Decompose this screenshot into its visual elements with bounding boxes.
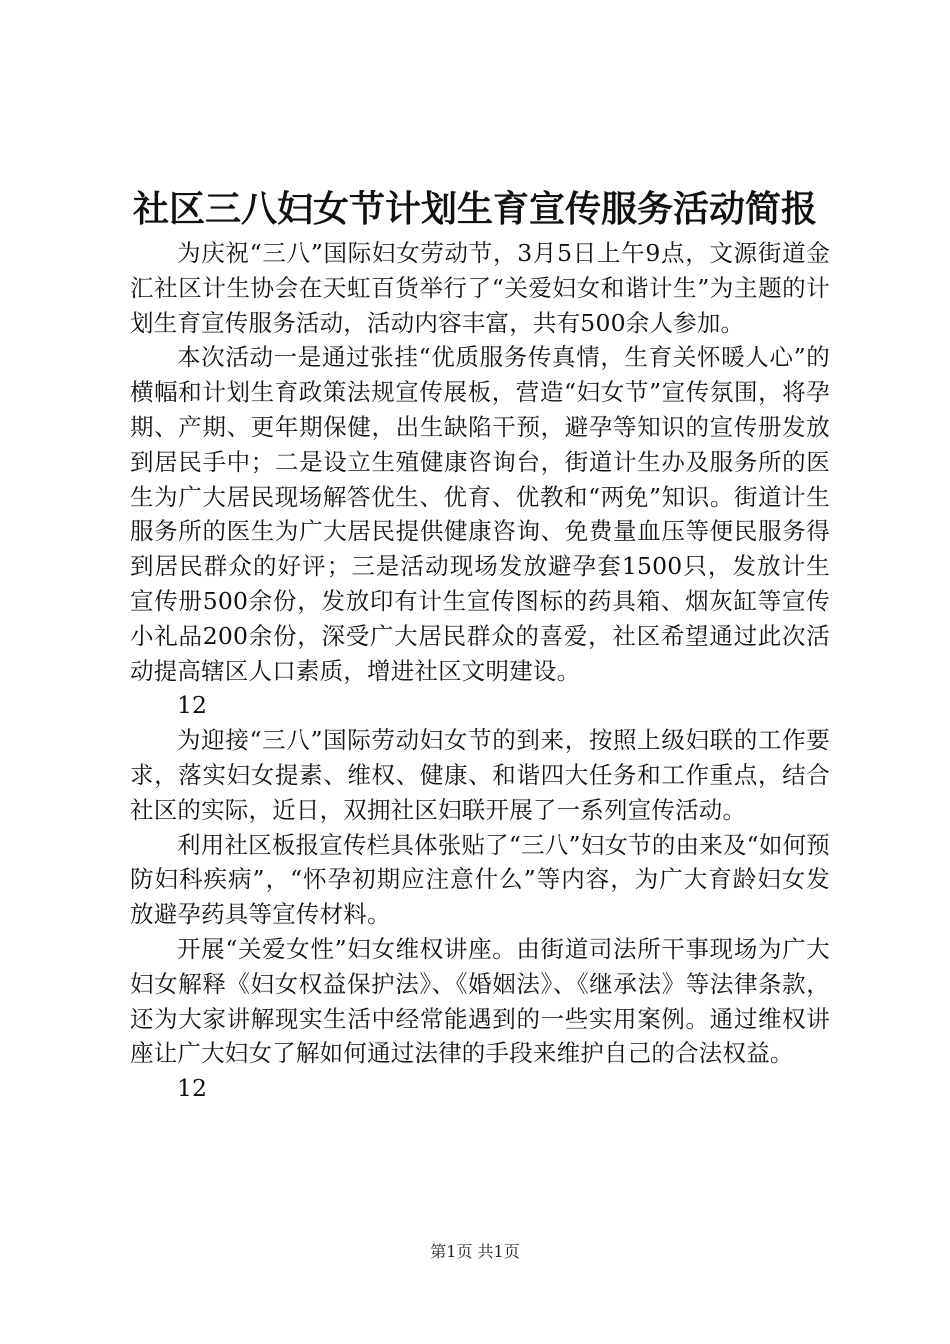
page-footer: 第1页 共1页 xyxy=(430,1242,520,1261)
paragraph-lecture: 开展“关爱女性”妇女维权讲座。由街道司法所干事现场为广大妇女解释《妇女权益保护法》、《婚姻法》、《继承法》等法律条款，还为大家讲解现实生活中经常能遇到的一些实用案例。通过维权讲座让广大妇女了解如何通过法律的手段来维护自己的合法权益。 xyxy=(130,934,830,1068)
paragraph-welcome: 为迎接“三八”国际劳动妇女节的到来，按照上级妇联的工作要求，落实妇女提素、维权、健康、和谐四大任务和工作重点，结合社区的实际，近日，双拥社区妇联开展了一系列宣传活动。 xyxy=(130,726,830,824)
paragraph-activities: 本次活动一是通过张挂“优质服务传真情，生育关怀暖人心”的横幅和计划生育政策法规宣传展板，营造“妇女节”宣传氛围，将孕期、产期、更年期保健，出生缺陷干预，避孕等知识的宣传册发放到居民手中；二是设立生殖健康咨询台，街道计生办及服务所的医生为广大居民现场解答优生、优育、优教和“两免”知识。街道计生服务所的医生为广大居民提供健康咨询、免费量血压等便民服务得到居民群众的好评；三是活动现场发放避孕套1500只，发放计生宣传册500余份，发放印有计生宣传图标的药具箱、烟灰缸等宣传小礼品200余份，深受广大居民群众的喜爱，社区希望通过此次活动提高辖区人口素质，增进社区文明建设。 xyxy=(130,343,830,685)
page-number-marker: 12 xyxy=(177,691,207,720)
page-number-marker: 12 xyxy=(177,1074,207,1103)
paragraph-intro: 为庆祝“三八”国际妇女劳动节，3月5日上午9点，文源街道金汇社区计生协会在天虹百货举行了“关爱妇女和谐计生”为主题的计划生育宣传服务活动，活动内容丰富，共有500余人参加。 xyxy=(130,239,830,337)
paragraph-bulletin-board: 利用社区板报宣传栏具体张贴了“三八”妇女节的由来及“如何预防妇科疾病”，“怀孕初期应注意什么”等内容，为广大育龄妇女发放避孕药具等宣传材料。 xyxy=(130,830,830,929)
document-title: 社区三八妇女节计划生育宣传服务活动简报 xyxy=(132,189,817,230)
document-body xyxy=(130,236,830,1106)
